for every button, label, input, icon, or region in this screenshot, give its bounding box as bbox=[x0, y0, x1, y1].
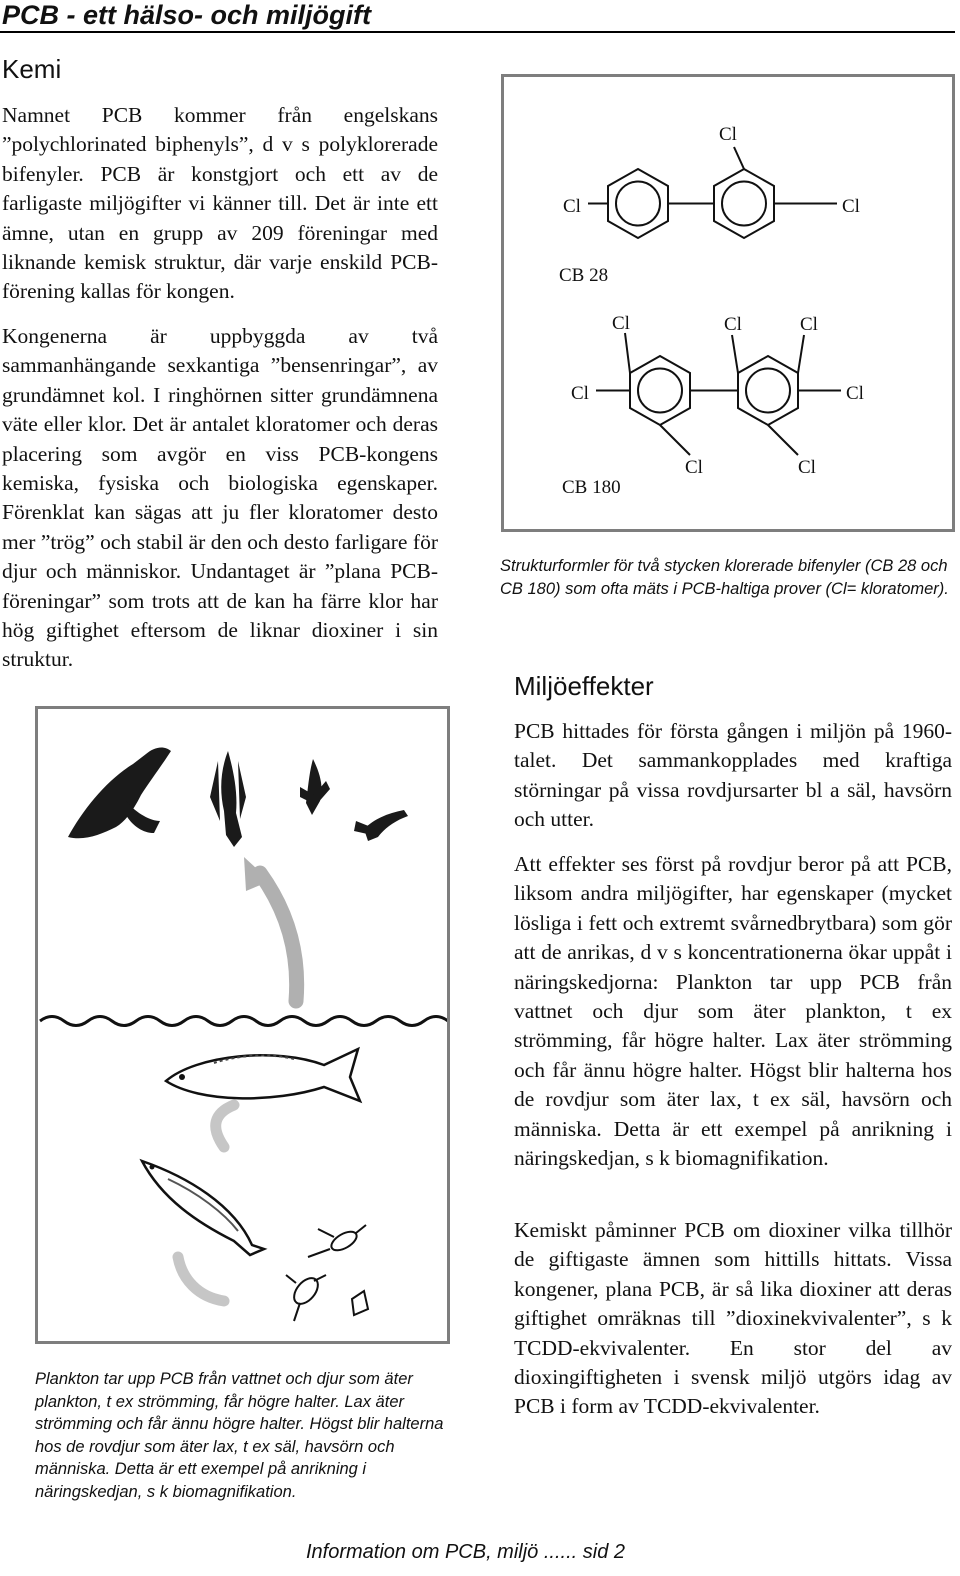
plankton-icon bbox=[286, 1225, 368, 1321]
structure-figure bbox=[501, 74, 955, 532]
cl-atom-label: Cl bbox=[685, 457, 703, 478]
cb180-label: CB 180 bbox=[562, 477, 621, 498]
cl-atom-label: Cl bbox=[719, 124, 737, 145]
cl-atom-label: Cl bbox=[798, 457, 816, 478]
miljo-paragraph-3: Kemiskt påminner PCB om dioxiner vilka tillhör de giftigaste ämnen som hittills hittats. Vissa kongener, plana PCB, är så lika dioxiner att deras giftighet omräknas till ”dioxinekvivalenter”, s k TCDD-ekvivalenter. En stor del av dioxingiftigheten i svensk miljö utgörs idag av PCB i form av TCDD-ekvivalenter. bbox=[514, 1218, 952, 1419]
kemi-paragraph-2: Kongenerna är uppbyggda av två sammanhängande sexkantiga ”bensenringar”, av grundämnet kol. I ringhörnen sitter grundämnena väte eller klor. Det är antalet kloratomer och deras placering som avgör en viss PCB-kongens kemiska, fysiska och biologiska egenskaper. Förenklat kan sägas att ju fler kloratomer desto mer ”trög” och stabil är den och desto farligare för djur och människor. Undantaget är ”plana PCB-föreningar” som trots att de kan ha färre klor har hög giftighet eftersom de liknar dioxiner i sin struktur. bbox=[2, 324, 438, 672]
page-title: PCB - ett hälso- och miljögift bbox=[2, 0, 371, 30]
miljo-paragraph-1: PCB hittades för första gången i miljön på 1960-talet. Det sammankopplades med kraftiga störningar på vissa rovdjursarter bl a säl, havsörn och utter. bbox=[514, 719, 952, 832]
cl-atom-label: Cl bbox=[571, 383, 589, 404]
water-surface bbox=[40, 1017, 447, 1026]
section-heading-miljo: Miljöeffekter bbox=[514, 671, 654, 701]
structure-diagram bbox=[504, 77, 952, 529]
cl-atom-label: Cl bbox=[800, 314, 818, 335]
foodchain-illustration bbox=[38, 709, 447, 1341]
kemi-paragraph-1: Namnet PCB kommer från engelskans ”polychlorinated biphenyls”, d v s polyklorerade bifenyler. PCB är konstgjort och ett av de farligaste miljögifter vi känner till. Det är inte ett ämne, utan en grupp av 209 föreningar med liknande kemisk struktur, där varje enskild PCB-förening kallas för kongen. bbox=[2, 103, 438, 304]
miljo-paragraph-2: Att effekter ses först på rovdjur beror på att PCB, liksom andra miljögifter, har egenskaper (mycket lösliga i fett och extremt svårnedbrytbara) som gör att de anrikas, d v s koncentrationerna ökar uppåt i näringskedjorna: Plankton tar upp PCB från vattnet och djur som äter plankton, t ex strömming, får högre halter. Lax äter strömming och får ännu högre halter. Högst blir halterna hos de rovdjur som äter lax, t ex säl, havsörn och människa. Detta är ett exempel på anrikning i näringskedjan, s k biomagnifikation. bbox=[514, 852, 952, 1171]
cb180-molecule bbox=[596, 333, 841, 455]
title-rule bbox=[0, 31, 955, 33]
cl-atom-label: Cl bbox=[842, 196, 860, 217]
foodchain-figure bbox=[35, 706, 450, 1344]
cl-atom-label: Cl bbox=[612, 313, 630, 334]
page-footer: Information om PCB, miljö ...... sid 2 bbox=[306, 1541, 625, 1563]
section-heading-kemi: Kemi bbox=[2, 54, 62, 84]
cl-atom-label: Cl bbox=[846, 383, 864, 404]
arrow-up-icon bbox=[216, 1105, 234, 1147]
eagle-icons bbox=[68, 747, 408, 847]
cb28-label: CB 28 bbox=[559, 265, 609, 286]
cb28-molecule bbox=[588, 147, 837, 238]
cl-atom-label: Cl bbox=[563, 196, 581, 217]
cl-atom-label: Cl bbox=[724, 314, 742, 335]
arrow-up-icon bbox=[178, 1257, 224, 1301]
salmon-icon bbox=[166, 1049, 360, 1101]
herring-icon bbox=[142, 1161, 264, 1255]
foodchain-caption: Plankton tar upp PCB från vattnet och djur som äter plankton, t ex strömming, får högre halter. Lax äter strömming och får ännu högre halter. Högst blir halterna hos de rovdjur som äter lax, t ex säl, havsörn och människa. Detta är ett exempel på anrikning i näringskedjan, s k biomagnifikation. bbox=[35, 1370, 444, 1501]
arrow-up-icon bbox=[260, 873, 297, 1001]
structure-caption: Strukturformler för två stycken klorerade bifenyler (CB 28 och CB 180) som ofta mäts i PCB-haltiga prover (Cl= kloratomer). bbox=[500, 557, 949, 598]
